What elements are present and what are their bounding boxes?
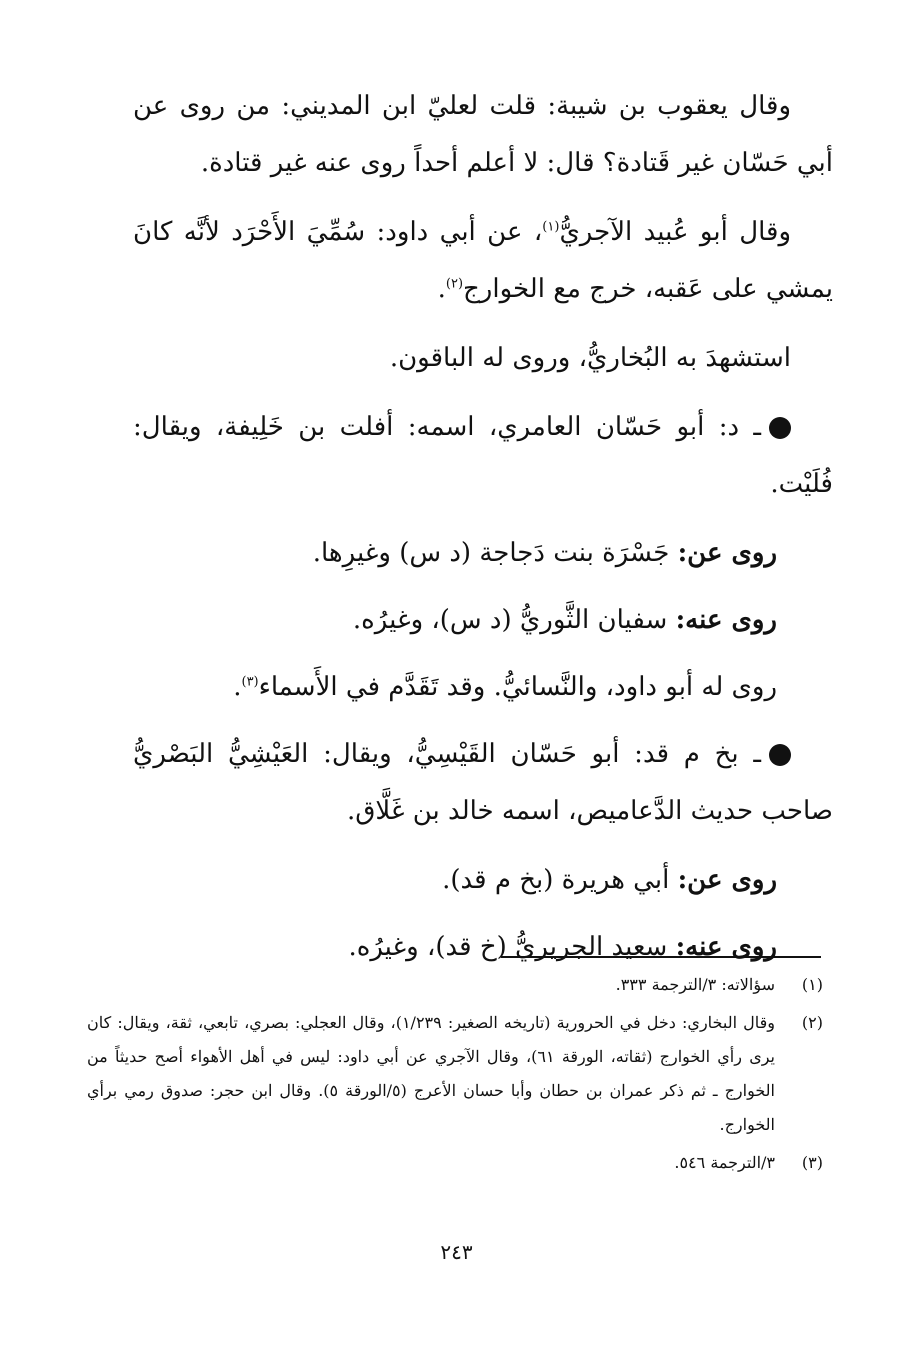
footnote-item — [87, 1006, 823, 1142]
paragraph-text: روى له أبو داود، والنَّسائيُّ. وقد تَقَدَّم في الأَسماء — [258, 672, 777, 702]
paragraph-abu-ubayd — [133, 204, 833, 318]
entry-text: ـ بخ م قد: أبو حَسّان القَيْسِيُّ، ويقال: العَيْشِيُّ البَصْريُّ صاحب حديث الدَّعاميص، اسمه خالد بن غَلَّاق. — [133, 739, 833, 826]
footnote-number: (٢) — [801, 1013, 823, 1032]
paragraph-text: ، عن أبي داود: سُمِّيَ الأَحْرَد لأنَّه كانَ يمشي على عَقبه، خرج مع الخوارج — [133, 217, 833, 304]
narrated-from — [133, 852, 777, 909]
entry-text: ـ د: أبو حَسّان العامري، اسمه: أفلت بن خَلِيفة، ويقال: فُلَيْت. — [133, 412, 833, 499]
page-number: ٢٤٣ — [440, 1240, 473, 1264]
footnote-separator — [501, 956, 821, 958]
footnotes — [87, 968, 823, 1184]
entry-bullet-icon — [769, 744, 791, 766]
narrated-by — [133, 592, 777, 649]
footnote-text: وقال البخاري: دخل في الحرورية (تاريخه الصغير: ١/٢٣٩)، وقال العجلي: بصري، تابعي، ثقة، ويقال: كان يرى رأي الخوارج (ثقاته، الورقة ٦١)، وقال الآجري عن أبي داود: ليس في أهل الأهواء أصح حديثاً من الخوارج ـ ثم ذكر عمران بن حطان وأبا حسان الأعرج (٥/الورقة ٥). وقال ابن حجر: صدوق رمي برأي الخوارج. — [87, 1013, 776, 1134]
footnote-text: ٣/الترجمة ٥٤٦. — [674, 1153, 775, 1172]
entry-bullet-icon — [769, 417, 791, 439]
footnote-number: (١) — [801, 975, 823, 994]
entry-abu-hassan-al-amiri — [133, 399, 833, 513]
narrated-from — [133, 525, 777, 582]
narrated-by-text: سفيان الثَّوريُّ (د س)، وغيرُه. — [352, 605, 676, 635]
footnote-marker-2: (٢) — [445, 276, 464, 292]
footnote-item — [87, 1146, 823, 1180]
narrated-from-text: جَسْرَة بنت دَجاجة (د س) وغيرِها. — [312, 538, 678, 568]
narrated-from-label: روى عن: — [677, 865, 777, 895]
footnote-marker-3: (٣) — [241, 674, 259, 690]
footnote-text: سؤالاته: ٣/الترجمة ٣٣٣. — [615, 975, 775, 994]
paragraph-yaqub-ibn-shayba — [133, 78, 833, 192]
narrated-by-label: روى عنه: — [675, 605, 777, 635]
paragraph-text: وقال أبو عُبيد الآجريُّ — [559, 217, 792, 247]
narrated-by-label: روى عنه: — [675, 932, 777, 962]
paragraph-end: . — [233, 672, 242, 702]
paragraph-text: استشهدَ به البُخاريُّ، وروى له الباقون. — [389, 343, 791, 373]
paragraph-text: وقال يعقوب بن شيبة: قلت لعليّ ابن المديني: من روى عن أبي حَسّان غير قَتادة؟ قال: لا أعلم أحداً روى عنه غير قتادة. — [133, 91, 833, 178]
paragraph-bukhari — [133, 330, 833, 387]
paragraph-end: . — [437, 274, 446, 304]
main-text — [133, 78, 833, 986]
narrated-from-text: أبي هريرة (بخ م قد). — [442, 865, 678, 895]
footnote-number: (٣) — [801, 1153, 823, 1172]
footnote-marker-1: (١) — [542, 219, 560, 235]
narrated-by-text: سعيد الجريريُّ (خ قد)، وغيرُه. — [348, 932, 676, 962]
entry-abu-hassan-al-qaysi — [133, 726, 833, 840]
narrated-from-label: روى عن: — [677, 538, 777, 568]
footnote-item — [87, 968, 823, 1002]
narrated-for — [133, 659, 777, 716]
